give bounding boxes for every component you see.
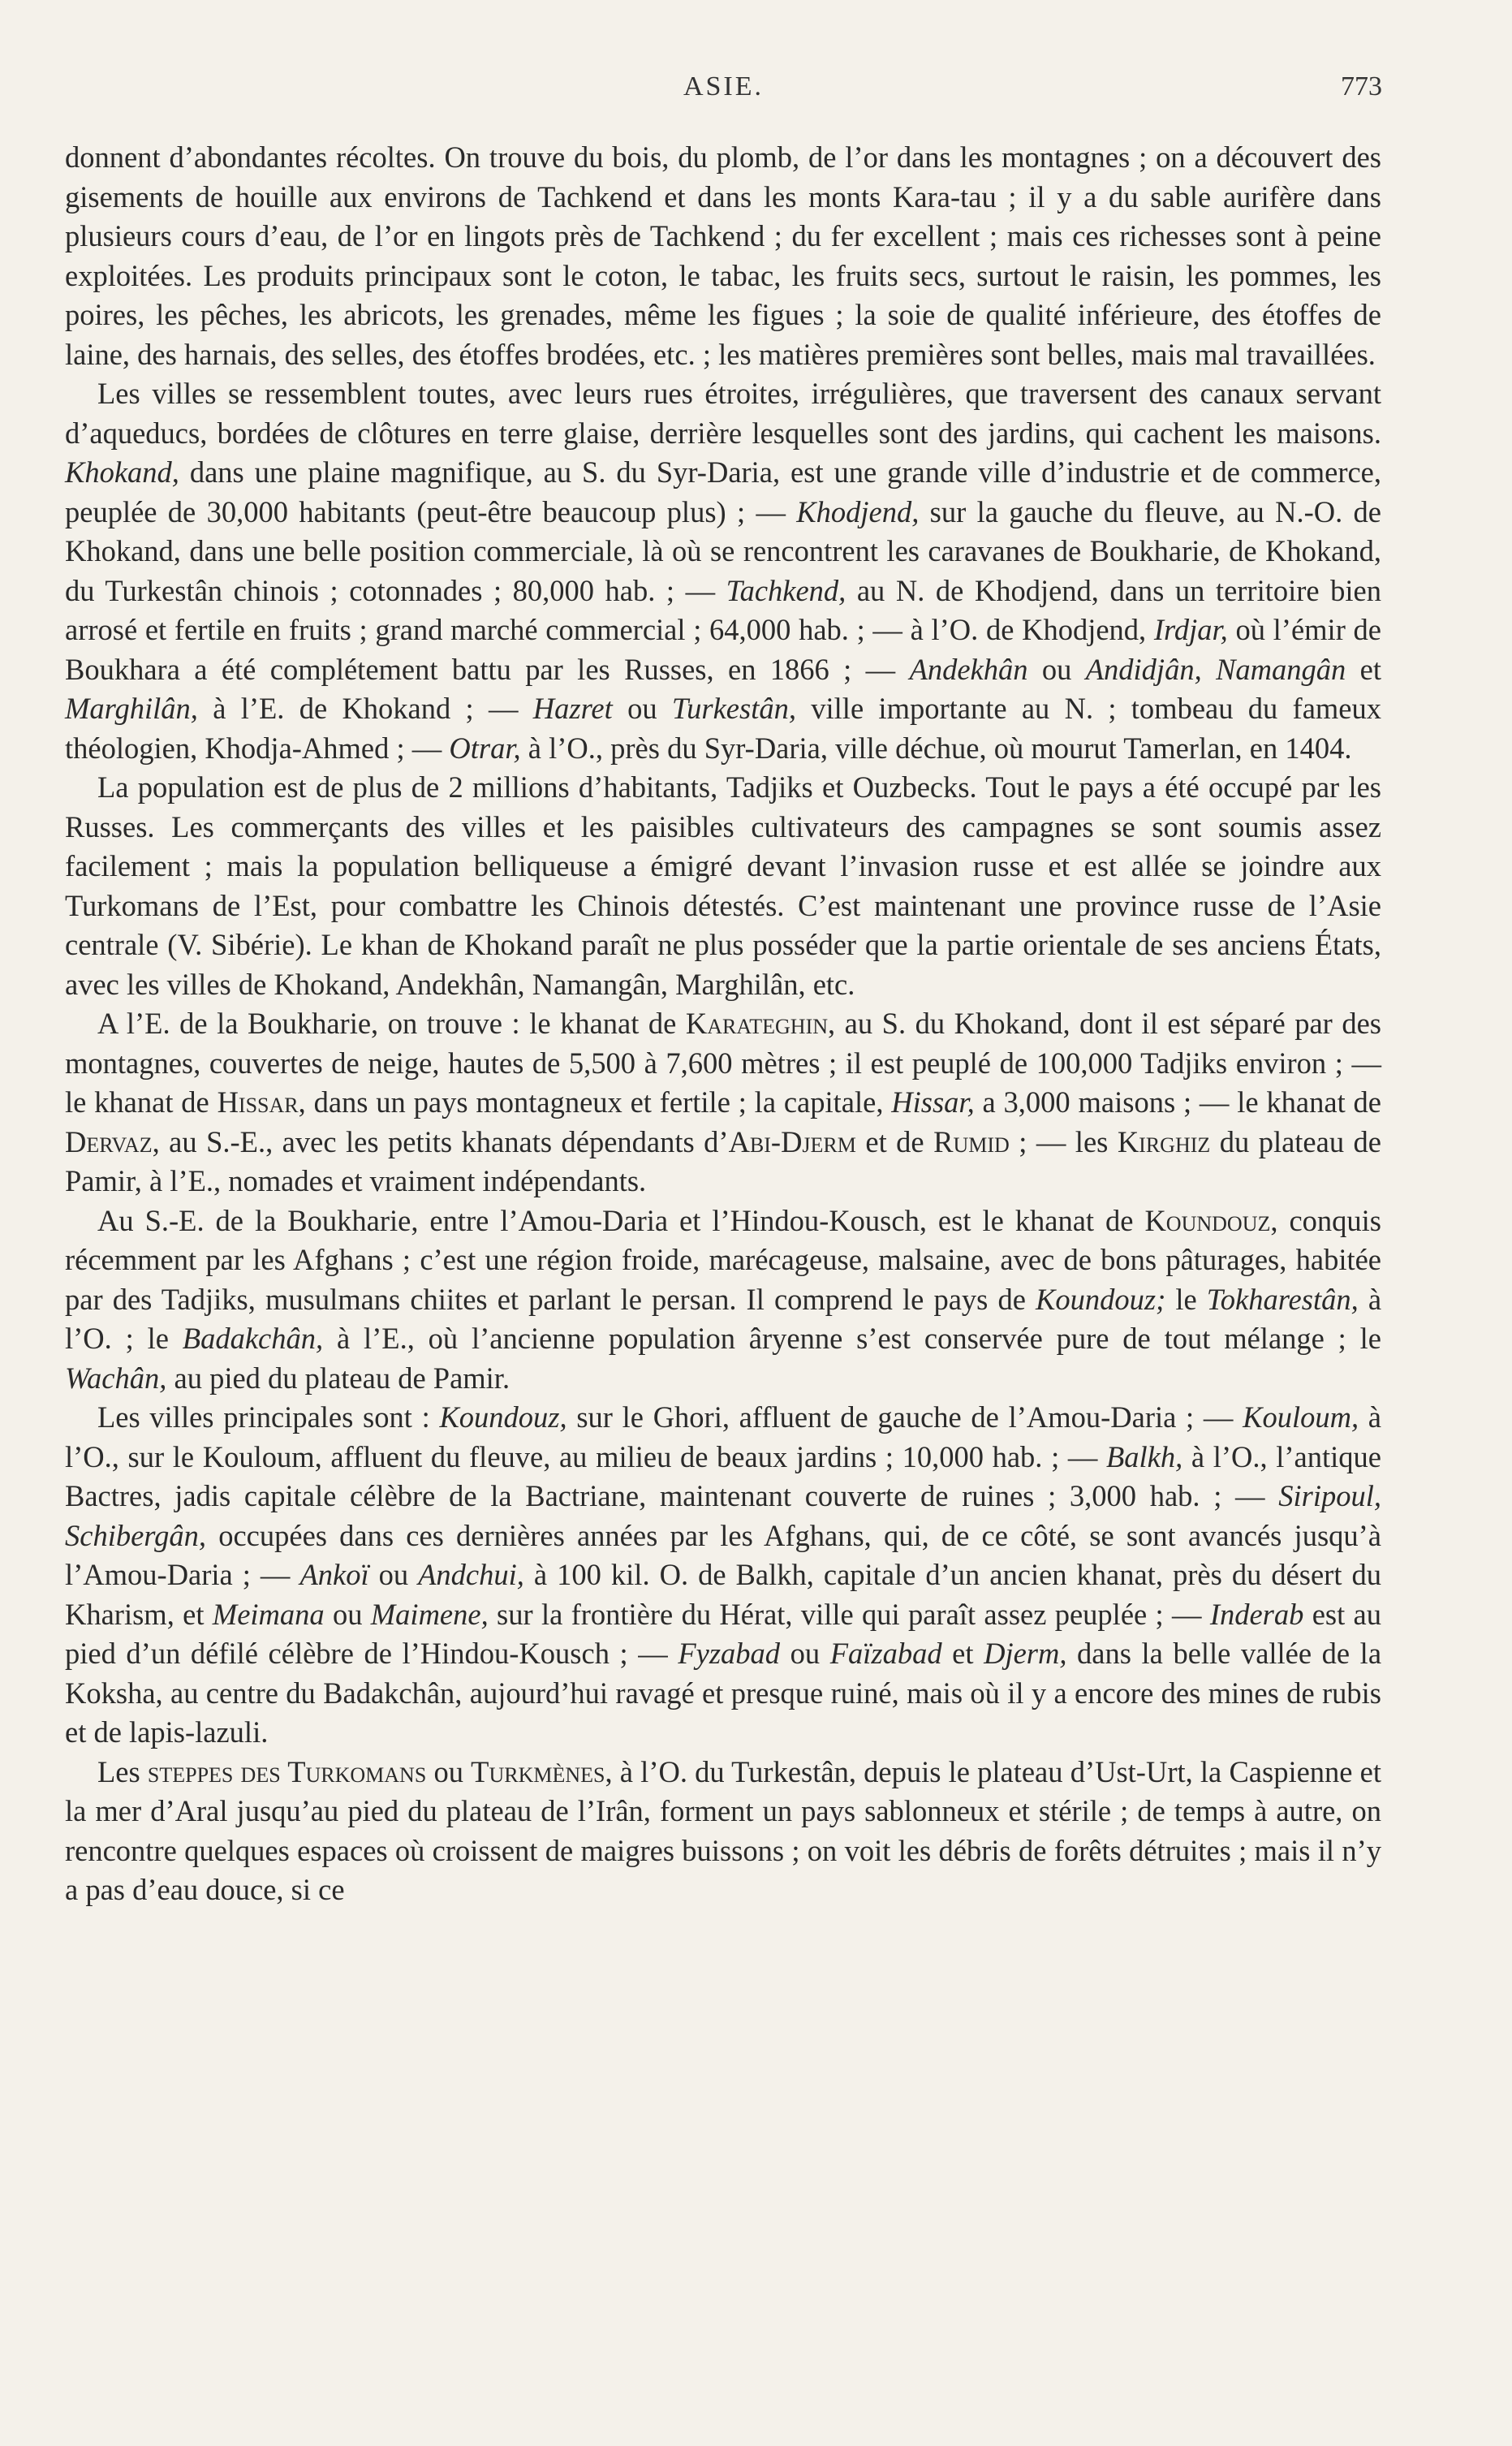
smallcaps-name: Hissar	[217, 1085, 299, 1119]
italic-name: Koundouz;	[1036, 1282, 1166, 1316]
italic-name: Maimene,	[370, 1597, 489, 1631]
text-run: à l’O., sur le Kouloum, affluent du fleuve, au milieu de beaux jardins ; 10,000 hab. ; —	[65, 1400, 1382, 1473]
text-run: Les villes se ressemblent toutes, avec leurs rues étroites, irrégulières, que traversent des canaux servant d’aqueducs, bordées de clôtures en terre glaise, derrière lesquelles sont des jardins, qui cachent les maisons.	[65, 377, 1381, 450]
italic-name: Tokharestân,	[1206, 1282, 1359, 1316]
italic-name: Turkestân,	[671, 692, 796, 725]
paragraph	[65, 1201, 1381, 1399]
text-run: est au pied d’un défilé célèbre de l’Hindou-Kousch ; —	[65, 1597, 1381, 1670]
text-run: et de	[855, 1124, 934, 1158]
text-run: ou	[426, 1754, 472, 1788]
italic-name: Tachkend,	[726, 573, 846, 607]
page-header	[65, 71, 1382, 112]
text-run: à l’E. de Khokand ; —	[197, 692, 533, 725]
smallcaps-name: Abi-Djerm	[728, 1124, 856, 1158]
text-run: , conquis récemment par les Afghans ; c’est une région froide, marécageuse, malsaine, avec de bons pâturages, habitée par des Tadjiks, musulmans chiites et parlant le persan. Il comprend le pays de	[65, 1203, 1381, 1316]
text-run: Les	[97, 1754, 148, 1788]
text-run: sur la gauche du fleuve, au N.-O. de Khokand, dans une belle position commerciale, là où se rencontrent les caravanes de Boukharie, de Khokand, du Turkestân chinois ; cotonnades ; 80,000 hab. ; —	[65, 494, 1381, 607]
text-run: Les villes principales sont :	[97, 1400, 440, 1434]
italic-name: Faïzabad	[829, 1637, 942, 1670]
text-run: , au S. du Khokand, dont il est séparé par des montagnes, couvertes de neige, hautes de 5,500 à 7,600 mètres ; il est peuplé de 100,000 Tadjiks environ ; — le khanat de	[65, 1007, 1381, 1119]
smallcaps-name: Kirghiz	[1117, 1124, 1211, 1158]
text-run: ou	[324, 1597, 371, 1631]
text-run: ou	[1027, 652, 1086, 686]
italic-name: Meimana	[212, 1597, 325, 1631]
text-run: au pied du plateau de Pamir.	[166, 1361, 510, 1395]
text-run: ; — les	[1009, 1124, 1118, 1158]
smallcaps-name: Karateghin	[685, 1007, 829, 1040]
text-run: ou	[368, 1558, 419, 1591]
italic-name: Wachân,	[65, 1361, 167, 1395]
text-run: où l’émir de Boukhara a été complétement battu par les Russes, en 1866 ; —	[65, 613, 1381, 686]
italic-name: Fyzabad	[678, 1637, 781, 1670]
italic-name: Hazret	[532, 692, 613, 725]
paragraph	[65, 1004, 1381, 1201]
body-text	[65, 138, 1381, 1910]
text-run: à l’O., près du Syr-Daria, ville déchue, où mourut Tamerlan, en 1404.	[520, 731, 1352, 765]
smallcaps-name: Koundouz	[1144, 1203, 1271, 1237]
italic-name: Marghilân,	[65, 692, 198, 725]
text-run: Au S.-E. de la Boukharie, entre l’Amou-Daria et l’Hindou-Kousch, est le khanat de	[97, 1203, 1145, 1237]
running-head: ASIE.	[683, 71, 765, 101]
italic-name: Siripoul,	[1278, 1479, 1381, 1512]
text-run: A l’E. de la Boukharie, on trouve : le khanat de	[97, 1007, 686, 1040]
italic-name: Andekhân	[909, 652, 1028, 686]
italic-name: Inderab	[1209, 1597, 1304, 1631]
italic-name: Khokand,	[65, 455, 179, 489]
text-run: ou	[780, 1637, 830, 1670]
italic-name: Irdjar,	[1153, 613, 1228, 646]
italic-name: Ankoï	[299, 1558, 369, 1591]
text-run: le	[1165, 1282, 1207, 1316]
italic-name: Koundouz,	[439, 1400, 567, 1434]
text-run: du plateau de Pamir, à l’E., nomades et vraiment indépendants.	[65, 1124, 1382, 1197]
text-run: occupées dans ces dernières années par les Afghans, qui, de ce côté, se sont avancés jusqu’à l’Amou-Daria ; —	[65, 1518, 1381, 1591]
italic-name: Djerm,	[984, 1637, 1067, 1670]
italic-name: Balkh,	[1105, 1439, 1183, 1473]
text-run: et	[1346, 652, 1382, 686]
text-run: a 3,000 maisons ; — le khanat de	[974, 1085, 1381, 1119]
smallcaps-name: Rumid	[933, 1124, 1010, 1158]
italic-name: Andchui,	[418, 1558, 524, 1591]
text-run: au N. de Khodjend, dans un territoire bien arrosé et fertile en fruits ; grand marché commercial ; 64,000 hab. ; — à l’O. de Khodjend,	[65, 573, 1381, 646]
text-run: ville importante au N. ; tombeau du fameux théologien, Khodja-Ahmed ; —	[65, 692, 1381, 765]
text-run: à l’O. ; le	[65, 1282, 1382, 1355]
paragraph	[65, 1753, 1381, 1910]
text-run: à 100 kil. O. de Balkh, capitale d’un ancien khanat, près du désert du Kharism, et	[65, 1558, 1381, 1631]
text-run: sur le Ghori, affluent de gauche de l’Amou-Daria ; —	[566, 1400, 1243, 1434]
text-run: dans une plaine magnifique, au S. du Syr-Daria, est une grande ville d’industrie et de commerce, peuplée de 30,000 habitants (peut-être beaucoup plus) ; —	[65, 455, 1381, 528]
text-run: sur la frontière du Hérat, ville qui paraît assez peuplée ; —	[488, 1597, 1210, 1631]
text-run: à l’O., l’antique Bactres, jadis capitale célèbre de la Bactriane, maintenant couverte de ruines ; 3,000 hab. ; —	[65, 1439, 1381, 1512]
text-run: , dans un pays montagneux et fertile ; la capitale,	[298, 1085, 892, 1119]
italic-name: Otrar,	[449, 731, 521, 765]
text-run: La population est de plus de 2 millions d’habitants, Tadjiks et Ouzbecks. Tout le pays a été occupé par les Russes. Les commerçants des villes et les paisibles cultivateurs des campagnes se sont soumis assez facilement ; mais la population belliqueuse a émigré devant l’invasion russe et est allée se joindre aux Turkomans de l’Est, pour combattre les Chinois détestés. C’est maintenant une province russe de l’Asie centrale (V. Sibérie). Le khan de Khokand paraît ne plus posséder que la partie orientale de ses anciens États, avec les villes de Khokand, Andekhân, Namangân, Marghilân, etc.	[65, 770, 1381, 1001]
paragraph	[65, 768, 1381, 1004]
page-number: 773	[1341, 71, 1382, 101]
text-run	[1202, 653, 1216, 686]
italic-name: Badakchân,	[182, 1322, 324, 1355]
text-run: donnent d’abondantes récoltes. On trouve du bois, du plomb, de l’or dans les montagnes ; on a découvert des gisements de houille aux environs de Tachkend et dans les monts Kara-tau ; il y a du sable aurifère dans plusieurs cours d’eau, de l’or en lingots près de Tachkend ; du fer excellent ; mais ces richesses sont à peine exploitées. Les produits principaux sont le coton, le tabac, les fruits secs, surtout le raisin, les pommes, les poires, les pêches, les abricots, les grenades, même les figues ; la soie de qualité inférieure, des étoffes de laine, des harnais, des selles, des étoffes brodées, etc. ; les matières premières sont belles, mais mal travaillées.	[65, 140, 1381, 371]
text-run: et	[941, 1637, 984, 1670]
italic-name: Kouloum,	[1243, 1400, 1359, 1434]
smallcaps-name: Turkmènes	[471, 1754, 605, 1788]
italic-name: Khodjend,	[796, 494, 920, 528]
text-run: ou	[612, 692, 672, 725]
text-run: dans la belle vallée de la Koksha, au centre du Badakchân, aujourd’hui ravagé et presque ruiné, mais où il y a encore des mines de rubis et de lapis-lazuli.	[65, 1637, 1382, 1749]
italic-name: Schibergân,	[65, 1518, 207, 1552]
paragraph	[65, 374, 1381, 768]
text-run: , à l’O. du Turkestân, depuis le plateau d’Ust-Urt, la Caspienne et la mer d’Aral jusqu’au pied du plateau de l’Irân, forment un pays sablonneux et stérile ; de temps à autre, on rencontre quelques espaces où croissent de maigres buissons ; on voit les débris de forêts détruites ; mais il n’y a pas d’eau douce, si ce	[65, 1754, 1382, 1906]
paragraph	[65, 1398, 1381, 1753]
text-run: , au S.-E., avec les petits khanats dépendants d’	[152, 1124, 729, 1158]
text-run: à l’E., où l’ancienne population âryenne s’est conservée pure de tout mélange ; le	[323, 1322, 1381, 1355]
smallcaps-name: steppes des Turkomans	[147, 1754, 427, 1788]
italic-name: Namangân	[1216, 652, 1346, 686]
paragraph	[65, 138, 1381, 374]
italic-name: Hissar,	[891, 1085, 975, 1119]
italic-name: Andidjân,	[1085, 652, 1202, 686]
smallcaps-name: Dervaz	[65, 1124, 153, 1158]
